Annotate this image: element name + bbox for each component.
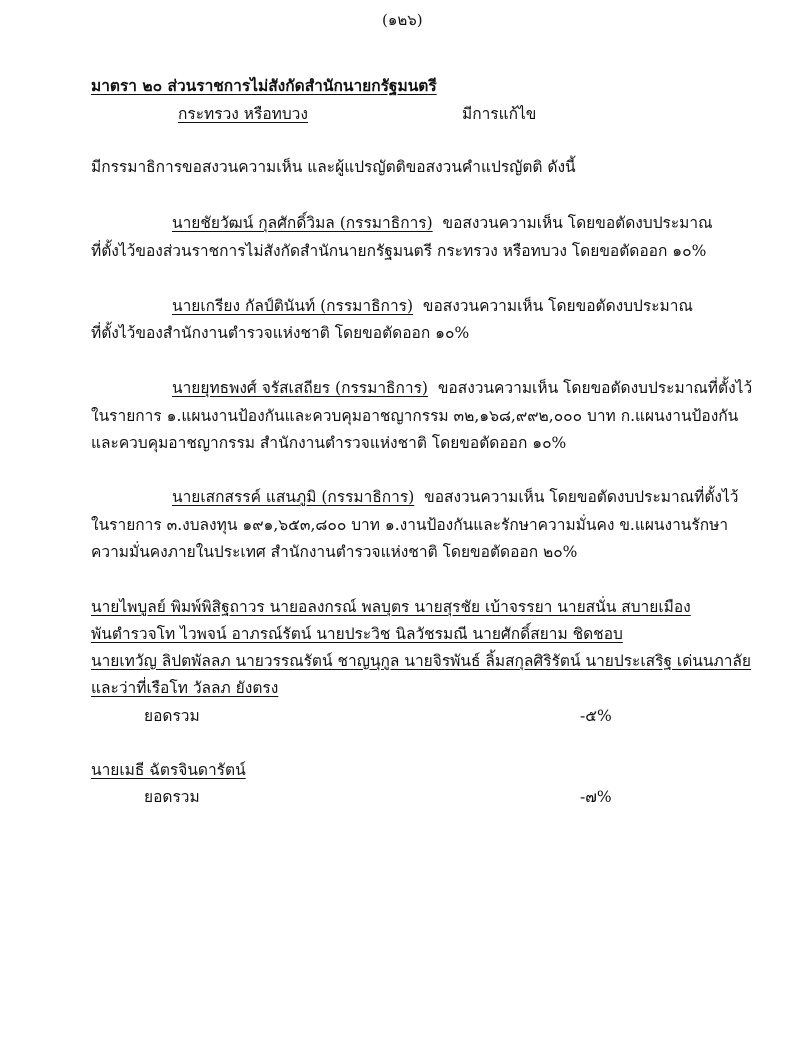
reservation-1-first-line [172, 213, 713, 233]
reservation-4-name: นายเสกสรรค์ แสนภูมิ (กรรมาธิการ) [172, 488, 415, 506]
reservation-4-line-2: ความมั่นคงภายในประเทศ สำนักงานตำรวจแห่งชาติ โดยขอตัดออก ๒๐% [91, 543, 578, 561]
reservation-1-line: ที่ตั้งไว้ของส่วนราชการไม่สังกัดสำนักนายกรัฐมนตรี กระทรวง หรือทบวง โดยขอตัดออก ๑๐% [91, 242, 707, 260]
group-1-names-line-4: และว่าที่เรือโท วัลลภ ยังตรง [91, 679, 279, 697]
group-1-total-value: -๕% [580, 707, 612, 725]
reservation-3-line-1: ในรายการ ๑.แผนงานป้องกันและควบคุมอาชญากรรม ๓๒,๑๖๘,๙๙๒,๐๐๐ บาท ก.แผนงานป้องกัน [91, 407, 739, 425]
group-2-total-label: ยอดรวม [144, 788, 200, 806]
reservation-3-name: นายยุทธพงศ์ จรัสเสถียร (กรรมาธิการ) [172, 379, 428, 397]
page-number: (๑๒๖) [382, 11, 423, 29]
reservation-3-lead: ขอสงวนความเห็น โดยขอตัดงบประมาณที่ตั้งไว้ [437, 379, 753, 397]
amendment-status: มีการแก้ไข [462, 105, 537, 123]
reservation-2-name: นายเกรียง กัลป์ตินันท์ (กรรมาธิการ) [172, 297, 414, 315]
group-1-names-line-1: นายไพบูลย์ พิมพ์พิสิฐถาวร นายอลงกรณ์ พลบุตร นายสุรชัย เบ้าจรรยา นายสนั่น สบายเมือง [91, 598, 691, 616]
reservation-1-name: นายชัยวัฒน์ กุลศักดิ์วิมล (กรรมาธิการ) [172, 214, 433, 232]
group-1-names-line-2: พันตำรวจโท ไวพจน์ อาภรณ์รัตน์ นายประวิช นิลวัชรมณี นายศักดิ์สยาม ชิดชอบ [91, 625, 623, 643]
reservation-3-first-line [172, 378, 752, 398]
reservation-4-lead: ขอสงวนความเห็น โดยขอตัดงบประมาณที่ตั้งไว้ [424, 488, 739, 506]
reservation-2-lead: ขอสงวนความเห็น โดยขอตัดงบประมาณ [422, 297, 693, 315]
group-2-total-value: -๗% [580, 788, 612, 806]
intro-text: มีกรรมาธิการขอสงวนความเห็น และผู้แปรญัตติขอสงวนคำแปรญัตติ ดังนี้ [91, 158, 576, 176]
group-1-total-label: ยอดรวม [144, 707, 200, 725]
reservation-2-first-line [172, 296, 693, 316]
reservation-1-lead: ขอสงวนความเห็น โดยขอตัดงบประมาณ [442, 214, 713, 232]
group-1-names-line-3: นายเทวัญ ลิปตพัลลภ นายวรรณรัตน์ ชาญนุกูล นายจิรพันธ์ ลิ้มสกุลศิริรัตน์ นายประเสริฐ เด่นนภาลัย [91, 652, 751, 670]
section-subheading: กระทรวง หรือทบวง [178, 105, 308, 123]
reservation-3-line-2: และควบคุมอาชญากรรม สำนักงานตำรวจแห่งชาติ โดยขอตัดออก ๑๐% [91, 434, 567, 452]
reservation-4-first-line [172, 487, 738, 507]
group-2-name: นายเมธี ฉัตรจินดารัตน์ [91, 761, 246, 779]
reservation-4-line-1: ในรายการ ๓.งบลงทุน ๑๙๑,๖๕๓,๘๐๐ บาท ๑.งานป้องกันและรักษาความมั่นคง ข.แผนงานรักษา [91, 516, 729, 534]
reservation-2-line: ที่ตั้งไว้ของสำนักงานตำรวจแห่งชาติ โดยขอตัดออก ๑๐% [91, 324, 470, 342]
section-heading: มาตรา ๒๐ ส่วนราชการไม่สังกัดสำนักนายกรัฐมนตรี [91, 76, 437, 95]
